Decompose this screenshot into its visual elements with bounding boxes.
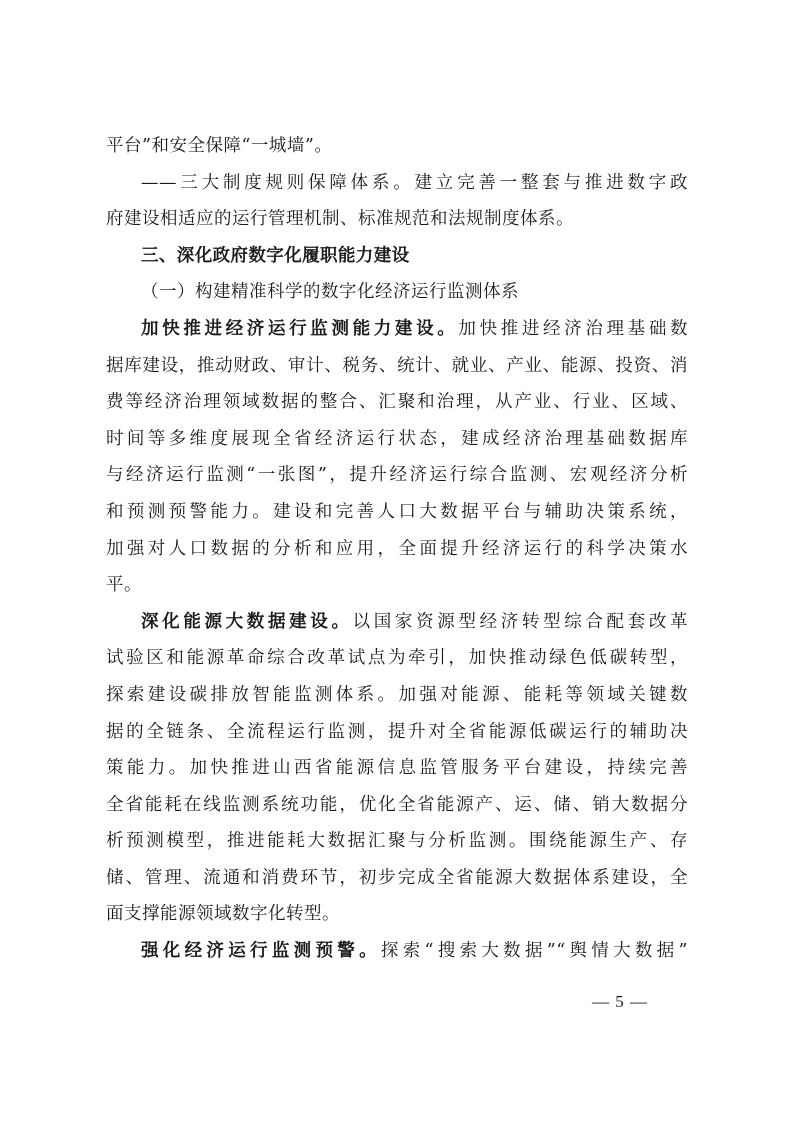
paragraph-first-line — [106, 311, 688, 348]
text-line: 面支撑能源领域数字化转型。 — [106, 904, 340, 925]
text-line: 府建设相适应的运行管理机制、标准规范和法规制度体系。 — [106, 209, 574, 230]
text-line: 平。 — [106, 575, 142, 596]
text-line: 据的全链条、全流程运行监测，提升对全省能源低碳运行的辅助决 — [106, 721, 688, 742]
paragraph-lead-rest: 加快推进经济治理基础数 — [458, 318, 689, 339]
text-line: 全省能耗在线监测系统功能，优化全省能源产、运、储、销大数据分 — [106, 794, 688, 815]
text-line: 试验区和能源革命综合改革试点为牵引，加快推动绿色低碳转型， — [106, 648, 688, 669]
paragraph-first-line — [106, 933, 688, 970]
text-line: 储、管理、流通和消费环节，初步完成全省能源大数据体系建设，全 — [106, 867, 688, 888]
text-line: 和预测预警能力。建设和完善人口大数据平台与辅助决策系统， — [106, 501, 688, 522]
text-line: ——三大制度规则保障体系。建立完善一整套与推进数字政 — [141, 172, 688, 193]
text-line: 费等经济治理领域数据的整合、汇聚和治理，从产业、行业、区域、 — [106, 392, 688, 413]
paragraph-lead-bold: 强化经济运行监测预警。 — [141, 941, 381, 962]
section-heading: 三、深化政府数字化履职能力建设 — [141, 245, 410, 266]
text-line: 与经济运行监测“一张图”，提升经济运行综合监测、宏观经济分析 — [106, 465, 688, 486]
text-line: 时间等多维度展现全省经济运行状态，建成经济治理基础数据库 — [106, 428, 688, 449]
paragraph-lead-rest: 探索“搜索大数据”“舆情大数据” — [380, 941, 688, 962]
text-line: 析预测模型，推进能耗大数据汇聚与分析监测。围绕能源生产、存 — [106, 831, 688, 852]
paragraph-first-line — [106, 604, 688, 641]
paragraph-lead-rest: 以国家资源型经济转型综合配套改革 — [352, 611, 689, 632]
text-line: 据库建设，推动财政、审计、税务、统计、就业、产业、能源、投资、消 — [106, 355, 688, 376]
text-line: 平台”和安全保障“一城墙”。 — [106, 136, 333, 156]
subsection-heading: （一）构建精准科学的数字化经济运行监测体系 — [141, 282, 519, 303]
text-line: 加强对人口数据的分析和应用，全面提升经济运行的科学决策水 — [106, 538, 688, 559]
text-line: 策能力。加快推进山西省能源信息监管服务平台建设，持续完善 — [106, 758, 688, 779]
paragraph-lead-bold: 加快推进经济运行监测能力建设。 — [141, 318, 459, 339]
page-number: — 5 — — [592, 992, 648, 1011]
document-body — [106, 128, 688, 970]
text-line: 探索建设碳排放智能监测体系。加强对能源、能耗等领域关键数 — [106, 684, 688, 705]
paragraph-lead-bold: 深化能源大数据建设。 — [141, 611, 353, 632]
